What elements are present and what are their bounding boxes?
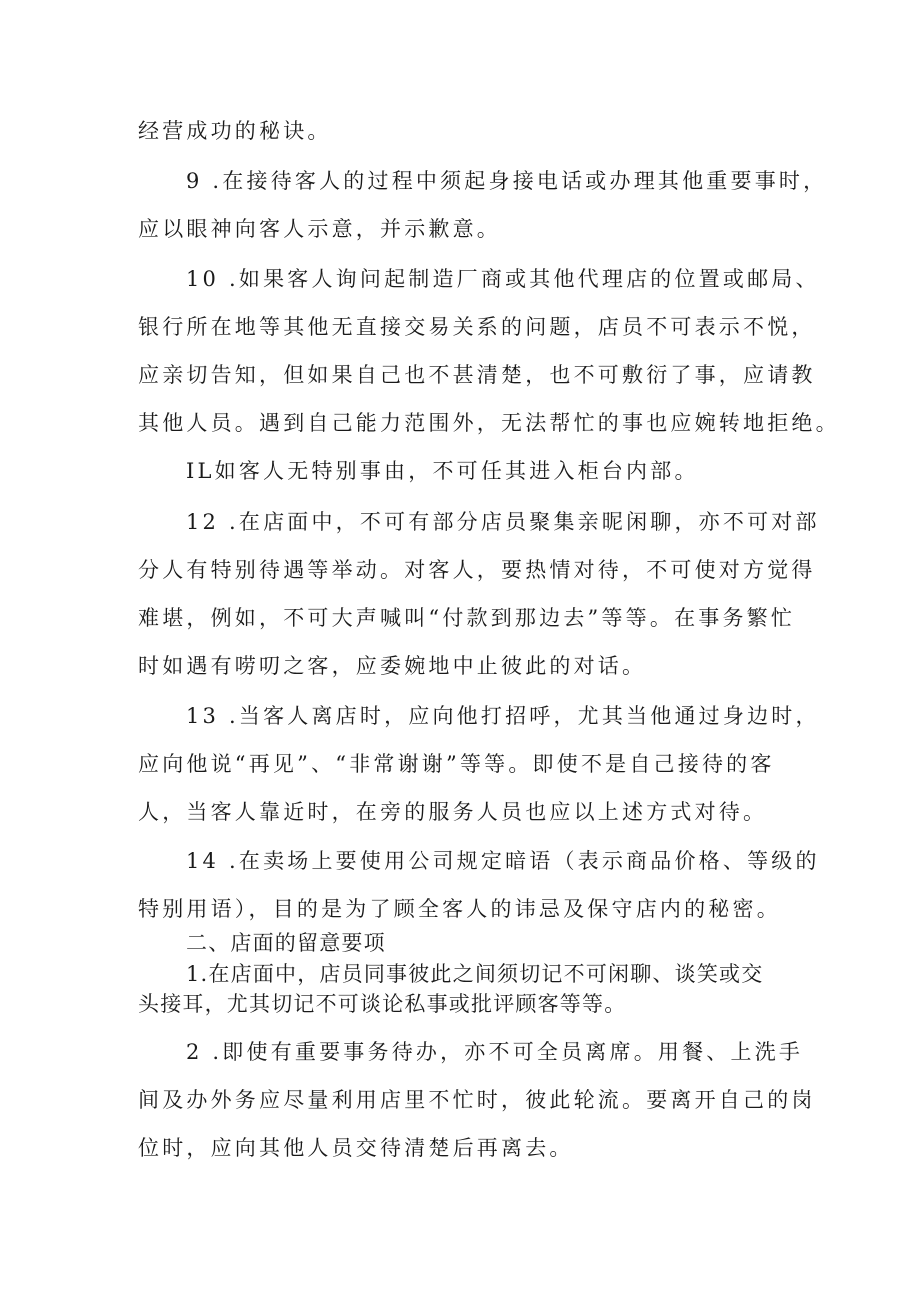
- paragraph-13-line-1: 13 .当客人离店时，应向他打招呼，尤其当他通过身边时，: [186, 704, 820, 728]
- section-2-heading: 二、店面的留意要项: [186, 931, 386, 955]
- paragraph-10-line-3: 应亲切告知，但如果自己也不甚清楚，也不可敷衍了事，应请教: [138, 363, 816, 387]
- paragraph-11-line: IL如客人无特别事由，不可任其进入柜台内部。: [186, 459, 699, 483]
- section-2-item-2-line-2: 间及办外务应尽量利用店里不忙时，彼此轮流。要离开自己的岗: [138, 1088, 816, 1112]
- paragraph-13-line-3: 人，当客人靠近时，在旁的服务人员也应以上述方式对待。: [138, 800, 768, 824]
- paragraph-12-line-3: 难堪，例如，不可大声喊叫“付款到那边去”等等。在事务繁忙: [138, 606, 796, 630]
- paragraph-9-line-1: 9 .在接待客人的过程中须起身接电话或办理其他重要事时，: [186, 169, 828, 193]
- paragraph-14-line-1: 14 .在卖场上要使用公司规定暗语（表示商品价格、等级的: [186, 849, 820, 873]
- paragraph-10-line-2: 银行所在地等其他无直接交易关系的问题，店员不可表示不悦，: [138, 315, 816, 339]
- paragraph-10-line-1: 10 .如果客人询问起制造厂商或其他代理店的位置或邮局、: [186, 267, 820, 291]
- paragraph-14-line-2: 特别用语），目的是为了顾全客人的讳忌及保守店内的秘密。: [138, 897, 781, 921]
- paragraph-13-line-2: 应向他说“再见”、“非常谢谢”等等。即使不是自己接待的客: [138, 752, 775, 776]
- section-2-item-2-line-1: 2 .即使有重要事务待办，亦不可全员离席。用餐、上洗手: [186, 1040, 804, 1064]
- paragraph-8-line: 经营成功的秘诀。: [138, 119, 332, 143]
- paragraph-12-line-1: 12 .在店面中，不可有部分店员聚集亲昵闲聊，亦不可对部: [186, 510, 820, 534]
- section-2-item-2-line-3: 位时，应向其他人员交待清楚后再离去。: [138, 1136, 574, 1160]
- paragraph-12-line-2: 分人有特别待遇等举动。对客人，要热情对待，不可使对方觉得: [138, 558, 816, 582]
- section-2-item-1-line-1: 1.在店面中，店员同事彼此之间须切记不可闲聊、谈笑或交: [186, 962, 764, 986]
- paragraph-12-line-4: 时如遇有唠叨之客，应委婉地中止彼此的对话。: [138, 654, 647, 678]
- section-2-item-1-line-2: 头接耳，尤其切记不可谈论私事或批评顾客等等。: [138, 992, 627, 1016]
- paragraph-10-line-4: 其他人员。遇到自己能力范围外，无法帮忙的事也应婉转地拒绝。: [138, 411, 840, 435]
- paragraph-9-line-2: 应以眼神向客人示意，并示歉意。: [138, 217, 501, 241]
